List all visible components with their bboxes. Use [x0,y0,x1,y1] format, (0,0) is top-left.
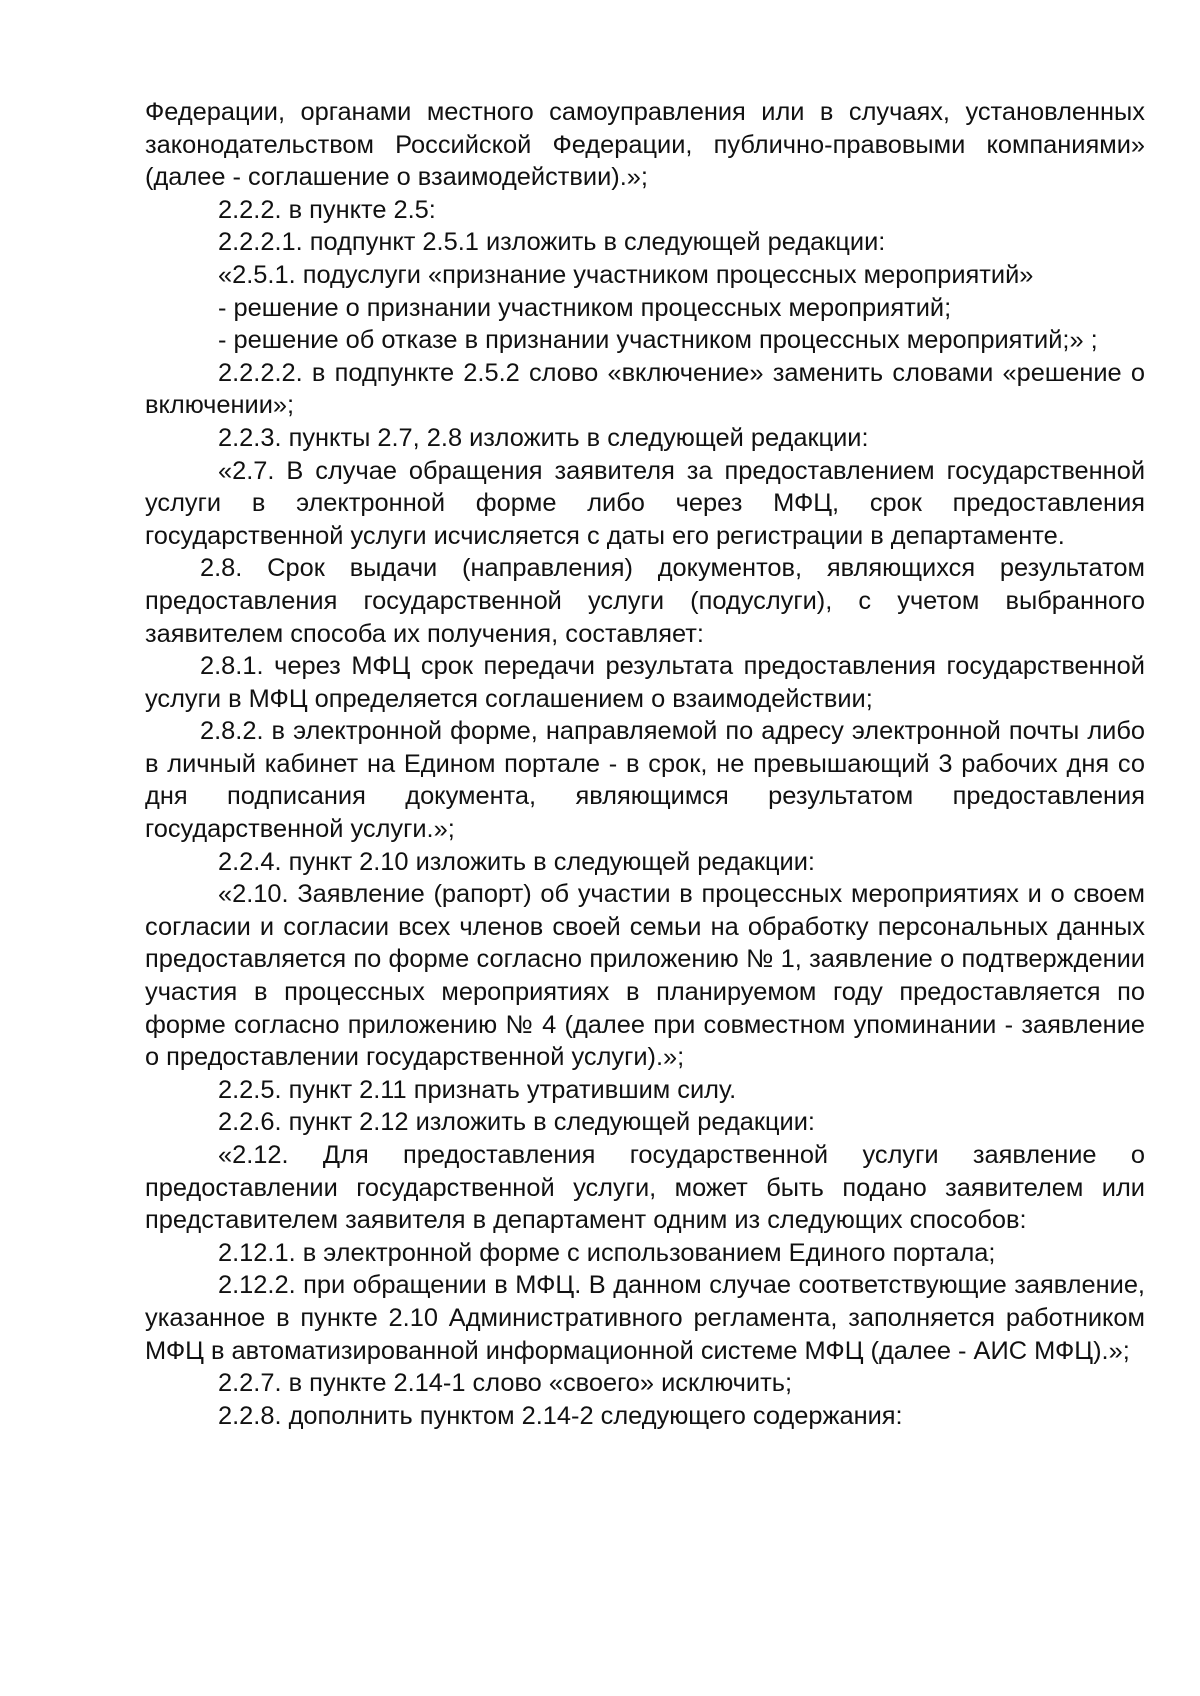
paragraph-2-10: «2.10. Заявление (рапорт) об участии в процессных мероприятиях и о своем согласии и согласии всех членов своей семьи на обработку персональных данных предоставляется по форме согласно приложению № 1, заявление о подтверждении участия в процессных мероприятиях в планируемом году предоставляется по форме согласно приложению № 4 (далее при совместном упоминании - заявление о предоставлении государственной услуги).»; [145,880,1145,1072]
paragraph-2-8-1: 2.8.1. через МФЦ срок передачи результата предоставления государственной услуги в МФЦ определяется соглашением о взаимодействии; [145,652,1145,713]
paragraph-2-7: «2.7. В случае обращения заявителя за предоставлением государственной услуги в электронной форме либо через МФЦ, срок предоставления государственной услуги исчисляется с даты его регистрации в департаменте. [145,456,1145,550]
paragraph-2-8-2: 2.8.2. в электронной форме, направляемой по адресу электронной почты либо в личный кабинет на Едином портале - в срок, не превышающий 3 рабочих дня со дня подписания документа, являющимся результатом предоставления государственной услуги.»; [145,717,1145,844]
paragraph-bullet-refusal: - решение об отказе в признании участником процессных мероприятий;» ; [218,326,1098,355]
paragraph-2-2-7: 2.2.7. в пункте 2.14-1 слово «своего» исключить; [218,1369,793,1398]
document-body [145,96,1145,1432]
paragraph-2-12: «2.12. Для предоставления государственной услуги заявление о предоставлении государственной услуги, может быть подано заявителем или представителем заявителя в департамент одним из следующих способов: [145,1141,1145,1235]
paragraph-2-2-4: 2.2.4. пункт 2.10 изложить в следующей редакции: [218,847,815,876]
paragraph-2-2-6: 2.2.6. пункт 2.12 изложить в следующей редакции: [218,1108,815,1137]
paragraph-2-2-2-2: 2.2.2.2. в подпункте 2.5.2 слово «включение» заменить словами «решение о включении»; [145,358,1145,420]
paragraph-2-2-5: 2.2.5. пункт 2.11 признать утратившим силу. [218,1075,737,1104]
paragraph-continuation: Федерации, органами местного самоуправления или в случаях, установленных законодательством Российской Федерации, публично-правовыми компаниями» (далее - соглашение о взаимодействии).»; [145,98,1145,192]
paragraph-2-12-2: 2.12.2. при обращении в МФЦ. В данном случае соответствующие заявление, указанное в пункте 2.10 Административного регламента, заполняется работником МФЦ в автоматизированной информационной системе МФЦ (далее - АИС МФЦ).»; [145,1271,1145,1365]
paragraph-2-2-8: 2.2.8. дополнить пунктом 2.14-2 следующего содержания: [218,1401,903,1430]
paragraph-2-12-1: 2.12.1. в электронной форме с использованием Единого портала; [218,1238,996,1267]
paragraph-2-8: 2.8. Срок выдачи (направления) документов, являющихся результатом предоставления государственной услуги (подуслуги), с учетом выбранного заявителем способа их получения, составляет: [145,554,1145,648]
paragraph-2-2-2: 2.2.2. в пункте 2.5: [218,195,436,224]
paragraph-2-5-1: «2.5.1. подуслуги «признание участником процессных мероприятий» [218,260,1034,289]
paragraph-2-2-2-1: 2.2.2.1. подпункт 2.5.1 изложить в следующей редакции: [218,228,886,257]
paragraph-bullet-decision: - решение о признании участником процессных мероприятий; [218,293,952,322]
paragraph-2-2-3: 2.2.3. пункты 2.7, 2.8 изложить в следующей редакции: [218,423,869,452]
